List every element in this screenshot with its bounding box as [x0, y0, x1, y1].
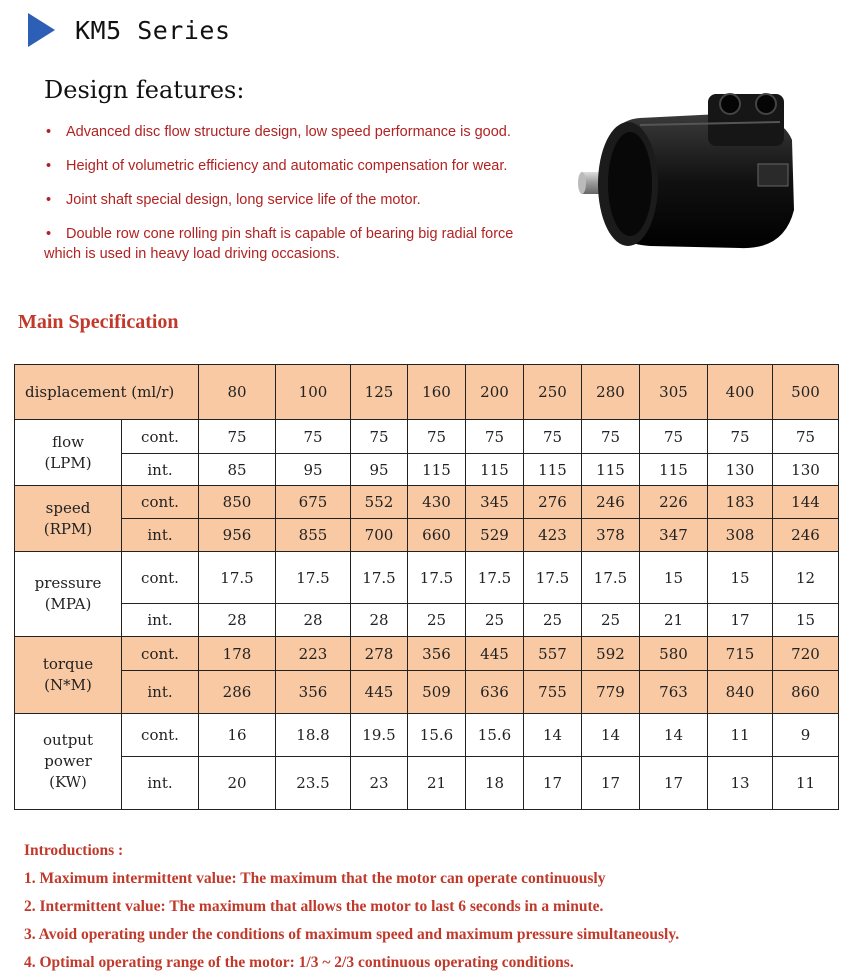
feature-item: • Double row cone rolling pin shaft is capable of bearing big radial force which is used in heavy load driving occasions.: [44, 226, 514, 262]
table-cell: 75: [524, 420, 582, 454]
table-cell: 15: [773, 604, 839, 637]
table-cell: 17.5: [524, 552, 582, 604]
table-cell: 715: [708, 637, 773, 671]
displacement-value: 400: [708, 365, 773, 420]
intro-line: 3. Avoid operating under the conditions of maximum speed and maximum pressure simultaneously.: [24, 926, 680, 943]
table-row: [15, 486, 839, 519]
param-name: output power (KW): [15, 714, 122, 810]
table-cell: 115: [524, 454, 582, 486]
table-row: [15, 552, 839, 604]
table-cell: 15.6: [408, 714, 466, 757]
table-cell: 95: [276, 454, 351, 486]
cont-label: cont.: [122, 552, 199, 604]
int-label: int.: [122, 519, 199, 552]
table-cell: 860: [773, 671, 839, 714]
table-cell: 580: [640, 637, 708, 671]
table-cell: 17: [640, 757, 708, 810]
table-cell: 356: [408, 637, 466, 671]
intro-line: 1. Maximum intermittent value: The maximum that the motor can operate continuously: [24, 870, 606, 887]
feature-item: • Advanced disc flow structure design, low speed performance is good.: [46, 124, 511, 140]
table-cell: 14: [640, 714, 708, 757]
displacement-label: displacement (ml/r): [15, 365, 199, 420]
table-cell: 720: [773, 637, 839, 671]
table-cell: 75: [276, 420, 351, 454]
table-cell: 529: [466, 519, 524, 552]
cont-label: cont.: [122, 486, 199, 519]
table-cell: 430: [408, 486, 466, 519]
table-cell: 115: [640, 454, 708, 486]
table-cell: 557: [524, 637, 582, 671]
table-cell: 75: [199, 420, 276, 454]
spec-table: [14, 364, 839, 810]
table-row: [15, 671, 839, 714]
table-cell: 115: [466, 454, 524, 486]
table-cell: 75: [640, 420, 708, 454]
table-cell: 246: [773, 519, 839, 552]
table-cell: 592: [582, 637, 640, 671]
table-cell: 17.5: [582, 552, 640, 604]
displacement-value: 125: [351, 365, 408, 420]
intro-heading: Introductions :: [24, 842, 124, 859]
displacement-value: 250: [524, 365, 582, 420]
bullet-icon: •: [46, 124, 52, 140]
table-row: [15, 519, 839, 552]
table-cell: 636: [466, 671, 524, 714]
table-cell: 286: [199, 671, 276, 714]
table-cell: 660: [408, 519, 466, 552]
play-triangle-icon: [28, 13, 55, 47]
table-cell: 15: [708, 552, 773, 604]
table-cell: 18: [466, 757, 524, 810]
table-row: [15, 714, 839, 757]
table-cell: 700: [351, 519, 408, 552]
table-cell: 130: [708, 454, 773, 486]
table-cell: 144: [773, 486, 839, 519]
table-cell: 25: [524, 604, 582, 637]
table-cell: 13: [708, 757, 773, 810]
table-cell: 956: [199, 519, 276, 552]
displacement-value: 305: [640, 365, 708, 420]
table-cell: 223: [276, 637, 351, 671]
table-cell: 178: [199, 637, 276, 671]
table-row: [15, 604, 839, 637]
table-cell: 423: [524, 519, 582, 552]
table-cell: 12: [773, 552, 839, 604]
param-name: flow (LPM): [15, 420, 122, 486]
table-cell: 378: [582, 519, 640, 552]
table-cell: 9: [773, 714, 839, 757]
param-name: torque (N*M): [15, 637, 122, 714]
series-header: [28, 10, 231, 50]
table-cell: 226: [640, 486, 708, 519]
table-cell: 17: [524, 757, 582, 810]
table-cell: 25: [582, 604, 640, 637]
table-cell: 75: [466, 420, 524, 454]
bullet-icon: •: [46, 226, 52, 242]
table-cell: 276: [524, 486, 582, 519]
table-cell: 763: [640, 671, 708, 714]
table-cell: 356: [276, 671, 351, 714]
displacement-value: 160: [408, 365, 466, 420]
table-cell: 183: [708, 486, 773, 519]
table-cell: 17: [582, 757, 640, 810]
table-cell: 347: [640, 519, 708, 552]
displacement-value: 80: [199, 365, 276, 420]
table-cell: 18.8: [276, 714, 351, 757]
table-cell: 75: [582, 420, 640, 454]
int-label: int.: [122, 454, 199, 486]
table-cell: 17: [708, 604, 773, 637]
table-cell: 17.5: [351, 552, 408, 604]
displacement-row: [15, 365, 839, 420]
table-cell: 552: [351, 486, 408, 519]
spec-title: Main Specification: [18, 311, 179, 333]
table-cell: 509: [408, 671, 466, 714]
table-cell: 16: [199, 714, 276, 757]
int-label: int.: [122, 671, 199, 714]
features-list: [44, 122, 564, 264]
table-cell: 28: [351, 604, 408, 637]
table-cell: 21: [408, 757, 466, 810]
int-label: int.: [122, 604, 199, 637]
cont-label: cont.: [122, 714, 199, 757]
table-cell: 17.5: [466, 552, 524, 604]
bullet-icon: •: [46, 158, 52, 174]
table-cell: 855: [276, 519, 351, 552]
displacement-value: 100: [276, 365, 351, 420]
table-cell: 75: [351, 420, 408, 454]
table-cell: 20: [199, 757, 276, 810]
table-cell: 28: [276, 604, 351, 637]
table-cell: 675: [276, 486, 351, 519]
page-title: KM5 Series: [75, 15, 231, 45]
table-row: [15, 757, 839, 810]
table-cell: 85: [199, 454, 276, 486]
table-cell: 14: [582, 714, 640, 757]
table-cell: 130: [773, 454, 839, 486]
table-cell: 23.5: [276, 757, 351, 810]
table-cell: 308: [708, 519, 773, 552]
displacement-value: 280: [582, 365, 640, 420]
bullet-icon: •: [46, 192, 52, 208]
cont-label: cont.: [122, 420, 199, 454]
table-cell: 14: [524, 714, 582, 757]
displacement-value: 200: [466, 365, 524, 420]
intro-line: 2. Intermittent value: The maximum that allows the motor to last 6 seconds in a minute.: [24, 898, 604, 915]
feature-item: • Height of volumetric efficiency and automatic compensation for wear.: [46, 158, 508, 174]
table-cell: 115: [408, 454, 466, 486]
hydraulic-motor-image: [570, 80, 810, 260]
table-cell: 17.5: [408, 552, 466, 604]
table-cell: 445: [351, 671, 408, 714]
intro-line: 4. Optimal operating range of the motor: 1/3 ~ 2/3 continuous operating conditions.: [24, 954, 574, 971]
table-cell: 19.5: [351, 714, 408, 757]
table-cell: 850: [199, 486, 276, 519]
table-cell: 246: [582, 486, 640, 519]
table-cell: 25: [466, 604, 524, 637]
table-cell: 115: [582, 454, 640, 486]
table-cell: 23: [351, 757, 408, 810]
cont-label: cont.: [122, 637, 199, 671]
table-cell: 25: [408, 604, 466, 637]
table-cell: 15: [640, 552, 708, 604]
table-cell: 21: [640, 604, 708, 637]
table-cell: 15.6: [466, 714, 524, 757]
features-title: Design features:: [44, 76, 245, 104]
param-name: speed (RPM): [15, 486, 122, 552]
table-cell: 11: [708, 714, 773, 757]
table-cell: 75: [408, 420, 466, 454]
feature-item: • Joint shaft special design, long service life of the motor.: [46, 192, 421, 208]
table-cell: 17.5: [199, 552, 276, 604]
table-cell: 75: [708, 420, 773, 454]
table-cell: 95: [351, 454, 408, 486]
table-cell: 755: [524, 671, 582, 714]
table-cell: 11: [773, 757, 839, 810]
table-row: [15, 454, 839, 486]
table-row: [15, 420, 839, 454]
table-cell: 779: [582, 671, 640, 714]
table-cell: 445: [466, 637, 524, 671]
param-name: pressure (MPA): [15, 552, 122, 637]
table-cell: 28: [199, 604, 276, 637]
table-cell: 17.5: [276, 552, 351, 604]
table-cell: 345: [466, 486, 524, 519]
table-cell: 840: [708, 671, 773, 714]
introductions: [24, 840, 679, 980]
spec-table-body: [15, 365, 839, 810]
table-row: [15, 637, 839, 671]
table-cell: 278: [351, 637, 408, 671]
int-label: int.: [122, 757, 199, 810]
displacement-value: 500: [773, 365, 839, 420]
table-cell: 75: [773, 420, 839, 454]
